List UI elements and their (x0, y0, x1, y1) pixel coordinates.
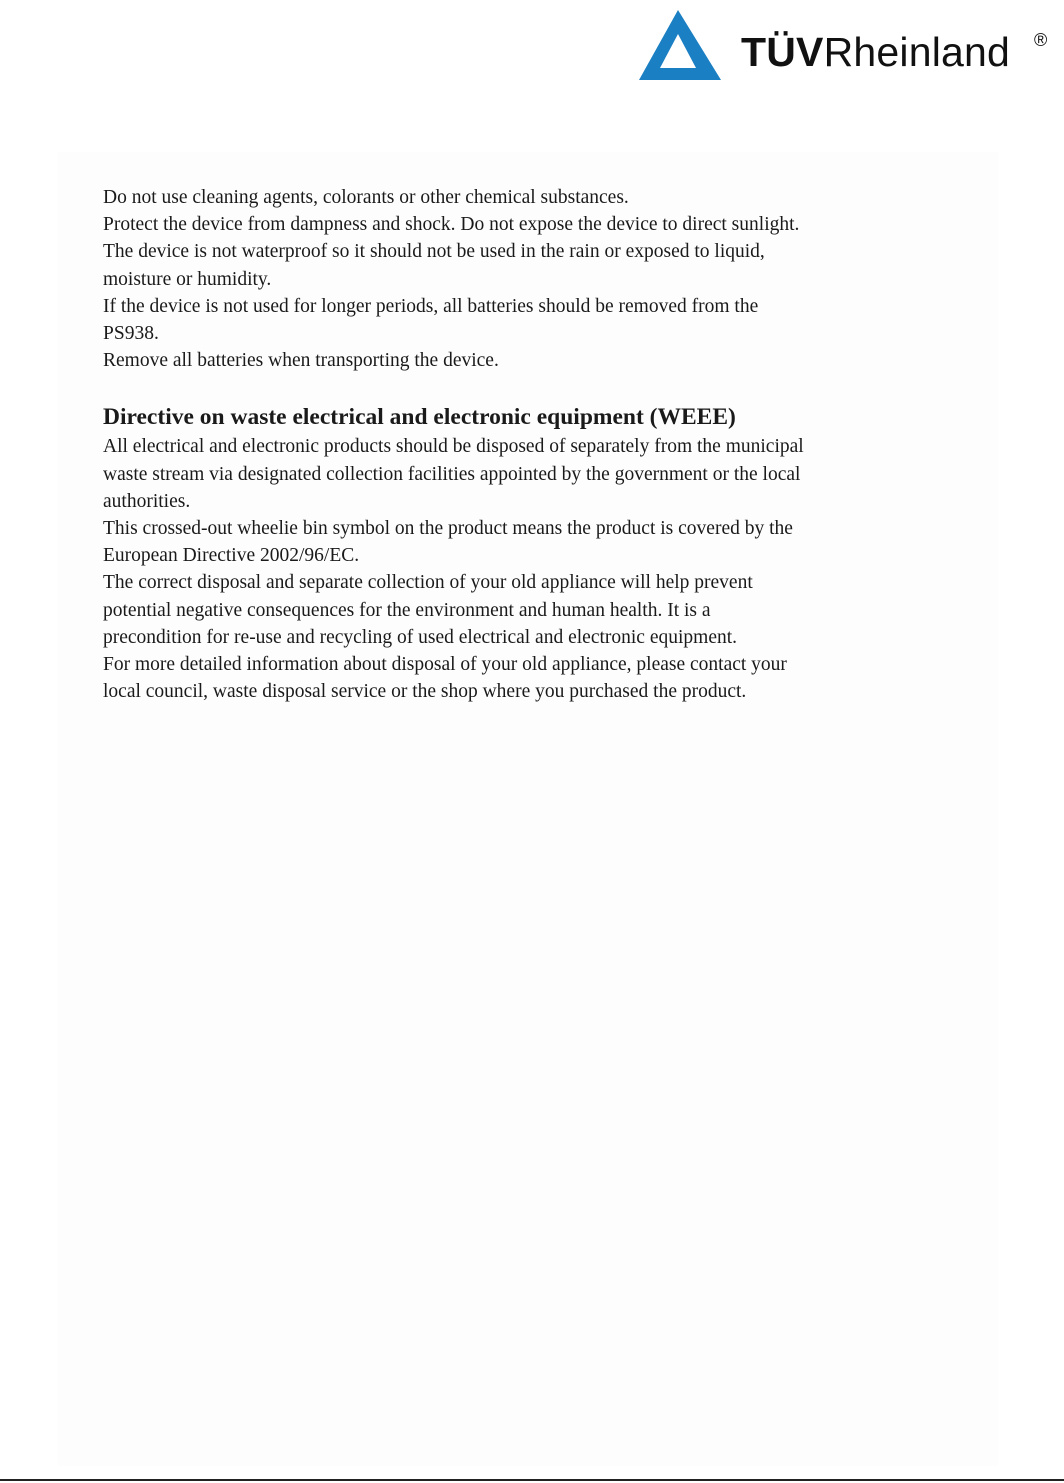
weee-heading: Directive on waste electrical and electronic equipment (WEEE) (103, 404, 736, 431)
tuv-rheinland-logo (637, 8, 1057, 84)
text-line: Do not use cleaning agents, colorants or other chemical substances. (103, 187, 629, 208)
text-line: The correct disposal and separate collection of your old appliance will help prevent (103, 572, 753, 594)
text-line: European Directive 2002/96/EC. (103, 545, 360, 567)
footer-rule (0, 1479, 1064, 1481)
text-line: moisture or humidity. (103, 268, 272, 290)
logo-wordmark (741, 30, 1010, 74)
text-line: For more detailed information about disposal of your old appliance, please contact your (103, 654, 787, 676)
text-line: waste stream via designated collection facilities appointed by the government or the local (103, 463, 801, 485)
text-line: PS938. (103, 323, 159, 345)
section-spacer (103, 374, 983, 401)
text-line: Remove all batteries when transporting the device. (103, 350, 499, 372)
document-body (103, 184, 983, 705)
registered-mark: ® (1034, 30, 1048, 50)
text-line: precondition for re-use and recycling of used electrical and electronic equipment. (103, 626, 738, 648)
text-line: Protect the device from dampness and shock. Do not expose the device to direct sunlight. (103, 214, 800, 236)
logo-brand-bold: TÜV (741, 29, 824, 75)
safety-instructions (103, 184, 983, 374)
logo-brand-regular: Rheinland (823, 29, 1011, 75)
triangle-icon (637, 8, 727, 84)
text-line: authorities. (103, 490, 191, 512)
text-line: potential negative consequences for the environment and human health. It is a (103, 599, 711, 621)
text-line: This crossed-out wheelie bin symbol on the product means the product is covered by the (103, 518, 793, 540)
weee-section (103, 433, 983, 705)
text-line: The device is not waterproof so it should not be used in the rain or exposed to liquid, (103, 241, 765, 263)
text-line: All electrical and electronic products should be disposed of separately from the municipal (103, 436, 804, 458)
text-line: local council, waste disposal service or the shop where you purchased the product. (103, 681, 747, 703)
text-line: If the device is not used for longer periods, all batteries should be removed from the (103, 295, 759, 317)
